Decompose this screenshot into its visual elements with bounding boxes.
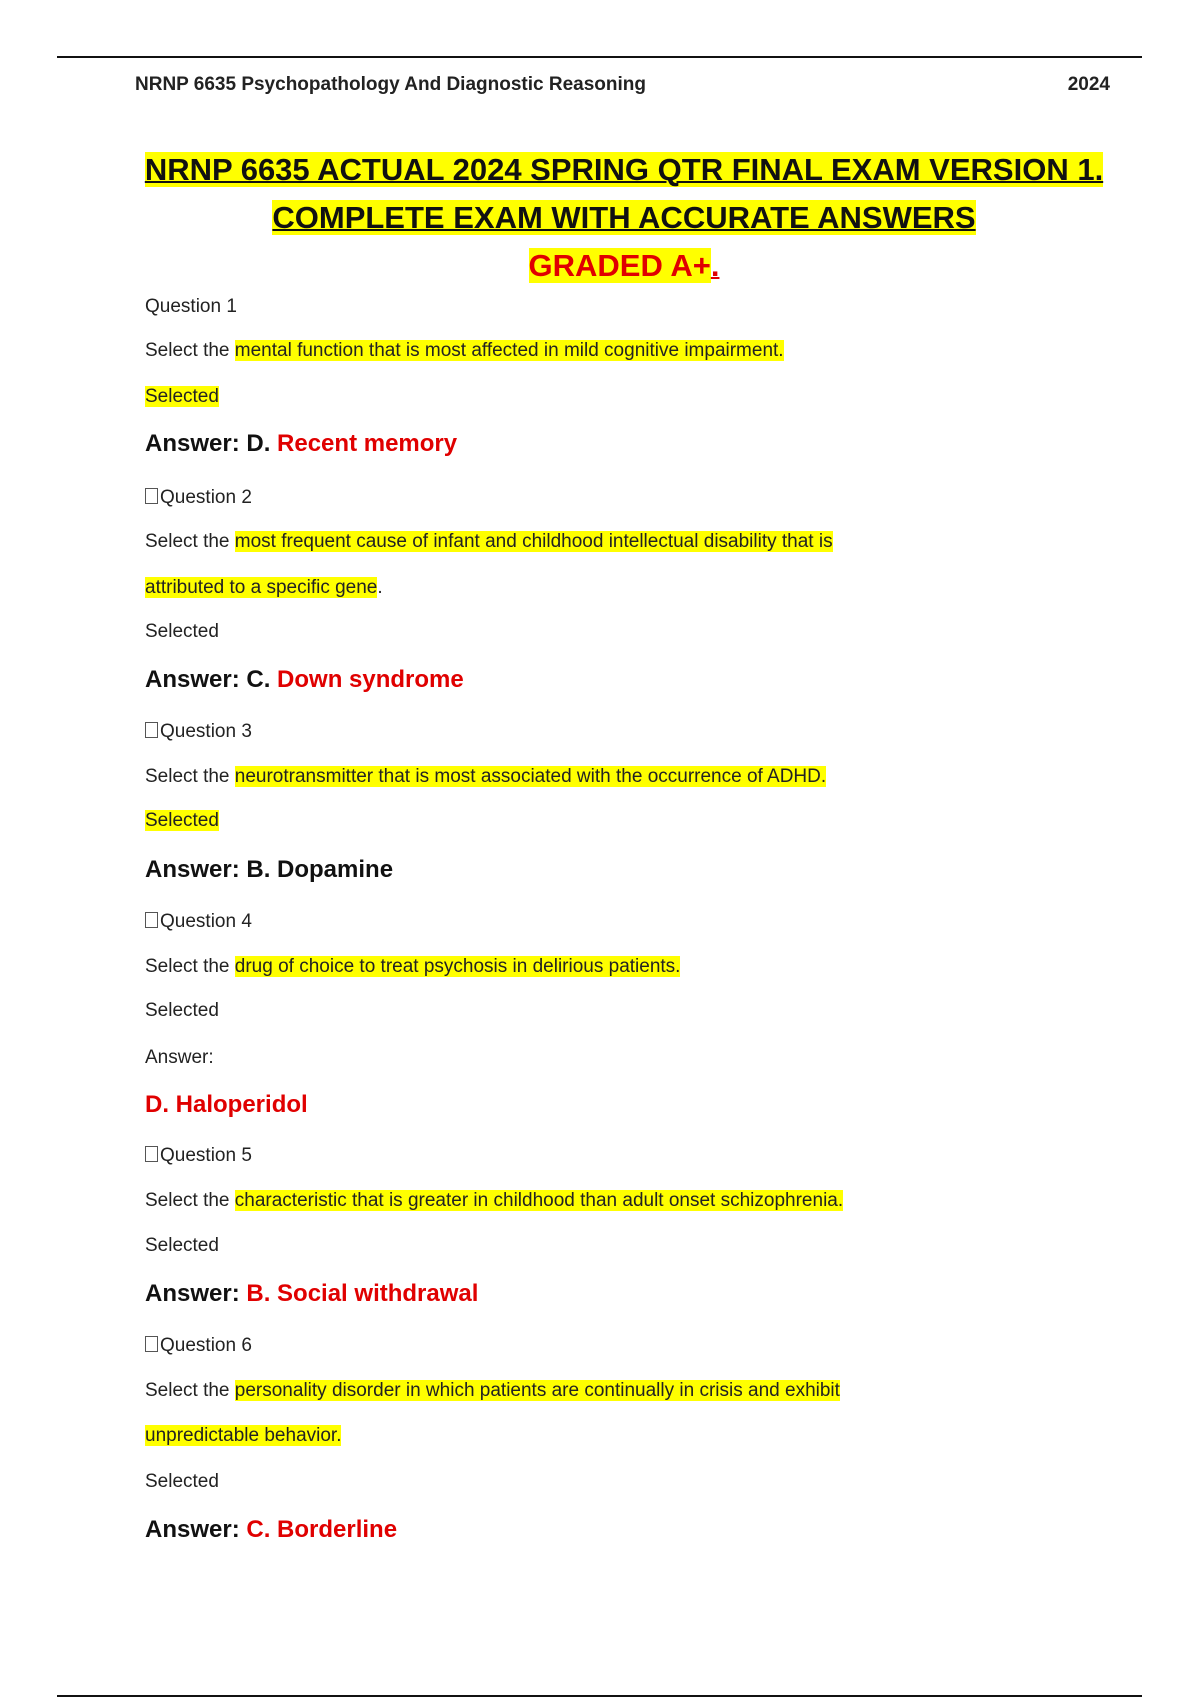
question-6-answer-text: C. Borderline [246, 1516, 398, 1543]
question-2-answer: Answer: C. Down syndrome [145, 666, 464, 693]
question-2-label: Question 2 [145, 487, 252, 509]
title-grade: GRADED A+ [528, 248, 711, 283]
title-line-2: COMPLETE EXAM WITH ACCURATE ANSWERS [272, 200, 976, 235]
question-2-prompt-cont: attributed to a specific gene. [145, 577, 383, 598]
question-5-label: Question 5 [145, 1145, 252, 1167]
missing-glyph-icon [145, 1336, 158, 1352]
question-5-answer-text: B. Social withdrawal [246, 1280, 479, 1307]
question-6-prompt-cont: unpredictable behavior. [145, 1425, 342, 1446]
question-6-highlight: personality disorder in which patients are continually in crisis and exhibit [234, 1380, 840, 1401]
question-1-prompt: Select the mental function that is most affected in mild cognitive impairment. [145, 340, 784, 361]
question-5-selected: Selected [145, 1235, 219, 1256]
question-4-prompt: Select the drug of choice to treat psychosis in delirious patients. [145, 956, 681, 977]
question-1-answer: Answer: D. Recent memory [145, 430, 458, 457]
question-3-answer: Answer: B. Dopamine [145, 856, 394, 883]
missing-glyph-icon [145, 912, 158, 928]
top-rule [57, 56, 1142, 58]
question-4-answer-text: D. Haloperidol [145, 1091, 308, 1118]
question-6-prompt: Select the personality disorder in which patients are continually in crisis and exhibit [145, 1380, 840, 1401]
question-5-highlight: characteristic that is greater in childhood than adult onset schizophrenia. [234, 1190, 844, 1211]
document-title [0, 146, 1200, 290]
question-3-label: Question 3 [145, 721, 252, 743]
missing-glyph-icon [145, 1146, 158, 1162]
question-1-selected: Selected [145, 386, 219, 407]
page-header [135, 74, 1110, 100]
missing-glyph-icon [145, 722, 158, 738]
course-name: NRNP 6635 Psychopathology And Diagnostic Reasoning [135, 74, 646, 95]
question-3-highlight: neurotransmitter that is most associated with the occurrence of ADHD. [234, 766, 827, 787]
question-4-answer-label: Answer: [145, 1047, 214, 1068]
question-2-selected: Selected [145, 621, 219, 642]
question-2-answer-text: Down syndrome [277, 666, 464, 693]
question-6-selected: Selected [145, 1471, 219, 1492]
question-2-highlight: most frequent cause of infant and childhood intellectual disability that is [234, 531, 833, 552]
question-4-selected: Selected [145, 1000, 219, 1021]
question-2-prompt: Select the most frequent cause of infant and childhood intellectual disability that is [145, 531, 833, 552]
question-5-answer: Answer: B. Social withdrawal [145, 1280, 479, 1307]
question-4-label: Question 4 [145, 911, 252, 933]
header-year: 2024 [1067, 74, 1110, 95]
question-1-highlight: mental function that is most affected in mild cognitive impairment. [234, 340, 784, 361]
question-4-highlight: drug of choice to treat psychosis in delirious patients. [234, 956, 681, 977]
missing-glyph-icon [145, 488, 158, 504]
question-5-prompt: Select the characteristic that is greater in childhood than adult onset schizophrenia. [145, 1190, 844, 1211]
title-line-1: NRNP 6635 ACTUAL 2024 SPRING QTR FINAL EXAM VERSION 1. [144, 152, 1104, 187]
question-1-label: Question 1 [145, 296, 237, 317]
bottom-rule [57, 1695, 1142, 1697]
question-1-answer-text: Recent memory [277, 430, 458, 457]
question-6-label: Question 6 [145, 1335, 252, 1357]
question-6-answer: Answer: C. Borderline [145, 1516, 398, 1543]
question-3-selected: Selected [145, 810, 219, 831]
question-3-prompt: Select the neurotransmitter that is most associated with the occurrence of ADHD. [145, 766, 827, 787]
title-grade-dot: . [710, 248, 720, 283]
